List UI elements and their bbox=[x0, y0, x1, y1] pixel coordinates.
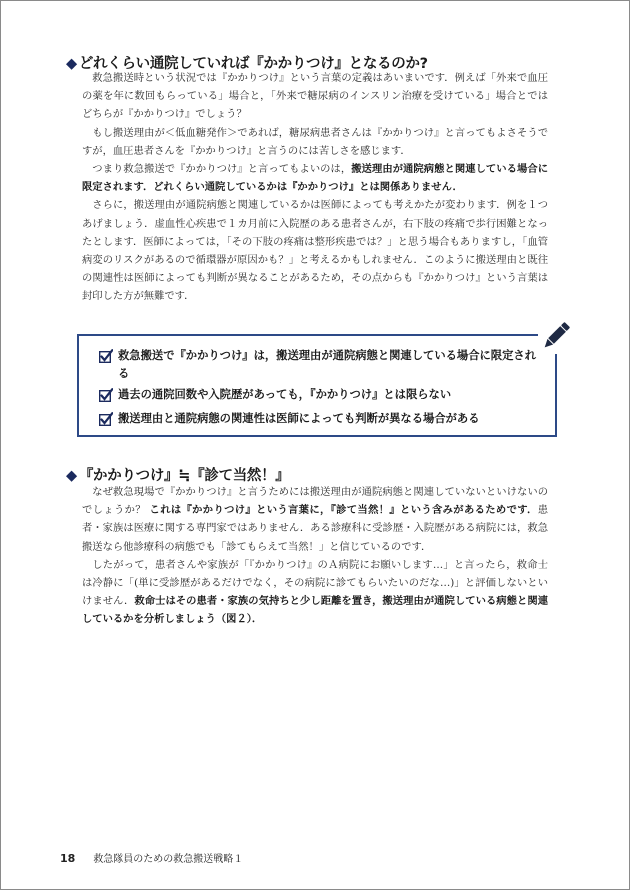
section2-heading bbox=[66, 464, 586, 485]
body-paragraph bbox=[82, 160, 548, 196]
checkbox-checked-icon bbox=[99, 388, 113, 402]
page-footer bbox=[60, 850, 243, 865]
emphasized-text: 搬送理由が通院病態と関連している場合に限定されます．どれくらい通院しているかは『かかりつけ』とは関係ありません． bbox=[82, 163, 549, 194]
summary-item-2 bbox=[99, 386, 538, 404]
summary-item-text: 過去の通院回数や入院歴があっても，『かかりつけ』とは限らない bbox=[118, 388, 452, 401]
section1-heading-text: どれくらい通院していれば『かかりつけ』となるのか? bbox=[78, 56, 428, 72]
body-text: 救急搬送時という状況では『かかりつけ』という言葉の定義はあいまいです．例えば「外来で血圧の薬を年に数回もらっている」場合と，「外来で糖尿病のインスリン治療を受けている」場合とではどちらが『かかりつけ』でしょう？ bbox=[82, 72, 548, 121]
body-text: もし搬送理由が＜低血糖発作＞であれば，糖尿病患者さんは『かかりつけ』と言ってもよさそうですが，血圧患者さんを『かかりつけ』と言うのには苦しさを感じます． bbox=[82, 126, 548, 157]
section2-body bbox=[82, 483, 548, 629]
body-paragraph bbox=[82, 483, 548, 556]
body-text: さらに，搬送理由が通院病態と関連しているかは医師によっても考えかたが変わります．例を１つあげましょう．虚血性心疾患で１カ月前に入院歴のある患者さんが，右下肢の疼痛で歩行困難となったとします．医師によっては，「その下肢の疼痛は整形疾患では？」と思う場合もありますし，「血管病変のリスクがあるので循環器が原因かも？」と考えるかもしれません．このように搬送理由と既往の関連性は医師によっても判断が異なることがあるため，その点からも『かかりつけ』という言葉は封印した方が無難です． bbox=[82, 199, 548, 303]
emphasized-text: これは『かかりつけ』という言葉に，『診て当然！』という含みがあるためです． bbox=[149, 504, 538, 517]
body-paragraph bbox=[82, 124, 548, 160]
summary-item-text: 搬送理由と通院病態の関連性は医師によっても判断が異なる場合がある bbox=[118, 412, 480, 425]
summary-item-1 bbox=[99, 347, 538, 383]
page-number: 18 bbox=[60, 852, 76, 865]
body-text: 患者・家族は医療に関する専門家ではありません．ある診療科に受診歴・入院歴がある病院には，救急搬送なら他診療科の病態でも「診てもらえて当然！」と信じているのです． bbox=[82, 504, 548, 553]
checkbox-checked-icon bbox=[99, 412, 113, 426]
diamond-bullet-icon: ◆ bbox=[66, 56, 77, 72]
body-text: したがって，患者さんや家族が「『かかりつけ』のＡ病院にお願いします…」と言ったら，救命士は冷静に「(単に受診歴があるだけでなく，その病院に診てもらいたいのだな…)」と評価しないといけません． bbox=[82, 558, 548, 608]
checkbox-checked-icon bbox=[99, 349, 113, 363]
body-text: つまり救急搬送で『かかりつけ』と言ってもよいのは， bbox=[92, 163, 352, 176]
section1-body bbox=[82, 69, 548, 306]
body-paragraph bbox=[82, 69, 548, 124]
emphasized-text: 救命士はその患者・家族の気持ちと少し距離を置き，搬送理由が通院している病態と関連しているかを分析しましょう（図２）． bbox=[82, 595, 548, 626]
body-paragraph bbox=[82, 196, 548, 305]
running-title: 救急隊員のための救急搬送戦略１ bbox=[93, 854, 244, 865]
summary-box bbox=[77, 334, 557, 437]
summary-item-3 bbox=[99, 410, 538, 428]
section2-heading-text: 『かかりつけ』≒『診て当然！』 bbox=[78, 468, 290, 484]
body-paragraph bbox=[82, 556, 548, 629]
summary-item-text: 救急搬送で『かかりつけ』は，搬送理由が通院病態と関連している場合に限定される bbox=[118, 349, 536, 380]
pencil-icon bbox=[538, 318, 574, 354]
body-text: なぜ救急現場で『かかりつけ』と言うためには搬送理由が通院病態と関連していないといけないのでしょうか？ bbox=[82, 486, 548, 517]
diamond-bullet-icon: ◆ bbox=[66, 468, 77, 484]
